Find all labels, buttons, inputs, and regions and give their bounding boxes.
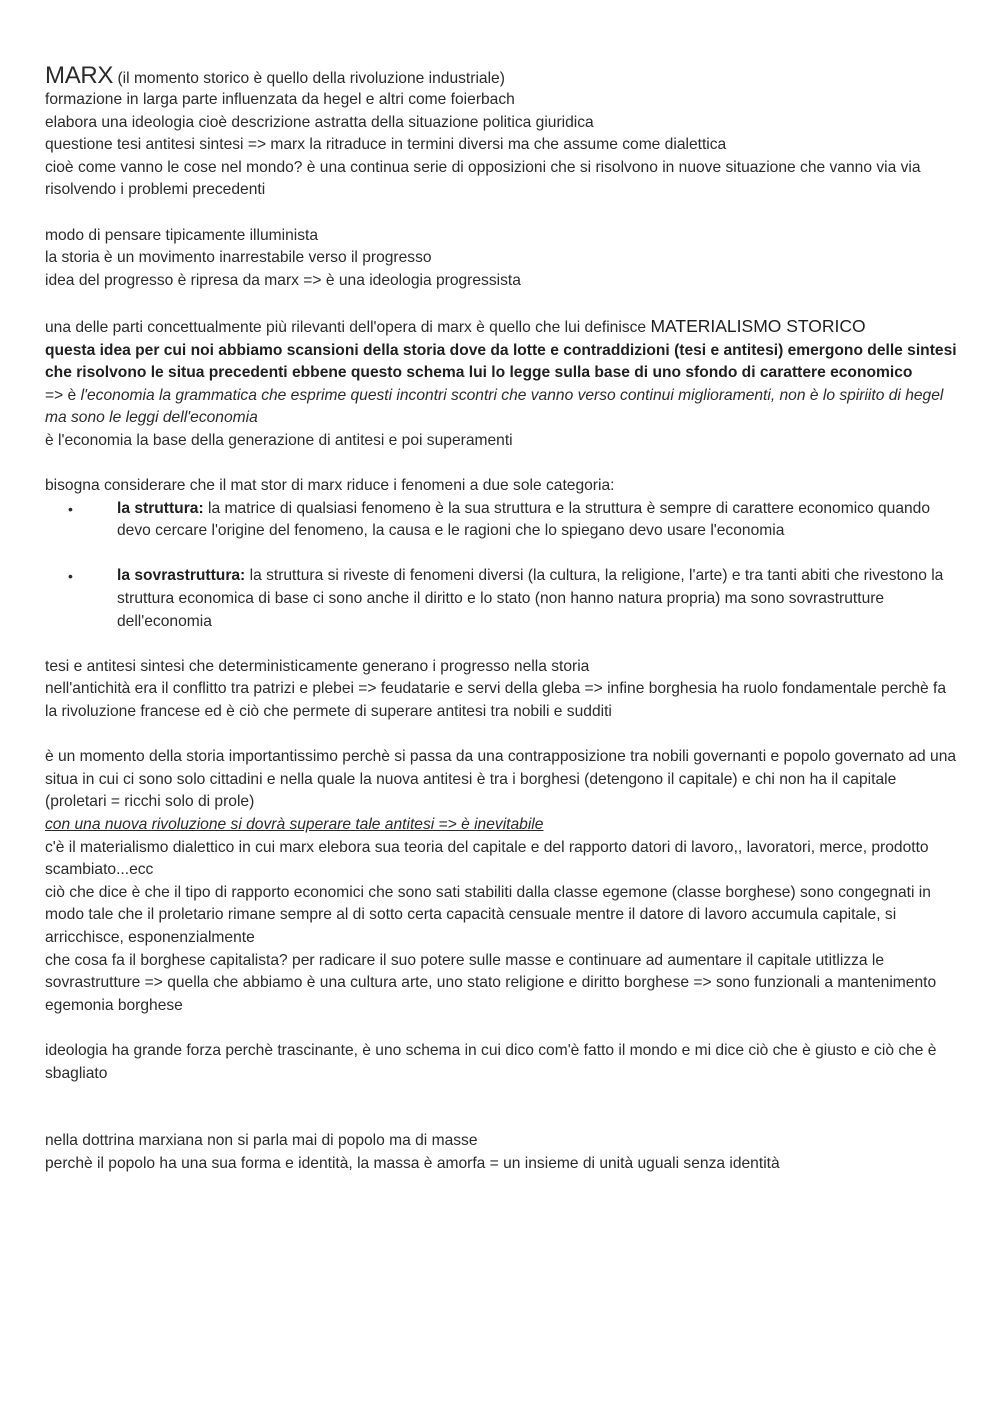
spacer bbox=[45, 202, 957, 225]
spacer bbox=[45, 633, 957, 656]
paragraph-line: che cosa fa il borghese capitalista? per radicare il suo potere sulle masse e continuare ad aumentare il capitale utitlizza le sovrastrutture => quella che abbiamo è una cultura arte, uno stato religione e diritto borghese => sono funzionali a mantenimento egemonia borghese bbox=[45, 951, 937, 1014]
materialism-heading: MATERIALISMO STORICO bbox=[650, 315, 866, 336]
arrow-prefix: => è bbox=[45, 386, 81, 404]
paragraph-line: questione tesi antitesi sintesi => marx la ritraduce in termini diversi ma che assume come dialettica bbox=[45, 136, 727, 154]
paragraph-line: cioè come vanno le cose nel mondo? è una continua serie di opposizioni che si risolvono in nuove situazione che vanno via via risolvendo i problemi precedenti bbox=[45, 158, 921, 199]
spacer bbox=[45, 543, 957, 566]
underlined-italic-line: con una nuova rivoluzione si dovrà superare tale antitesi => è inevitabile bbox=[45, 816, 544, 833]
paragraph-line: nella dottrina marxiana non si parla mai di popolo ma di masse bbox=[45, 1132, 478, 1150]
paragraph-line: formazione in larga parte influenzata da hegel e altri come foierbach bbox=[45, 91, 515, 108]
spacer bbox=[45, 453, 957, 476]
paragraph-line: modo di pensare tipicamente illuminista bbox=[45, 226, 319, 244]
paragraph-line: idea del progresso è ripresa da marx => è una ideologia progressista bbox=[45, 271, 521, 289]
document-body bbox=[45, 62, 957, 1176]
bullet-text: la struttura si riveste di fenomeni diversi (la cultura, la religione, l'arte) e tra tanti abiti che rivestono la struttura economica di base ci sono anche il diritto e lo stato (non hanno natura propria) ma sono sovrastrutture dell'economia bbox=[117, 567, 944, 630]
materialism-bold-text: questa idea per cui noi abbiamo scansioni della storia dove da lotte e contraddizioni (tesi e antitesi) emergono delle sintesi che risolvono le situa precedenti ebbene questo schema lui lo legge sulla base di uno sfondo di carattere economico bbox=[45, 341, 957, 382]
economy-italic-text: l'economia la grammatica che esprime questi incontri scontri che vanno verso continui miglioramenti, non è lo spiriito di hegel ma sono le leggi dell'economia bbox=[45, 386, 944, 427]
paragraph-line: c'è il materialismo dialettico in cui marx elebora sua teoria del capitale e del rapporto datori di lavoro,, lavoratori, merce, prodotto scambiato...ecc bbox=[45, 838, 929, 879]
categories-intro: bisogna considerare che il mat stor di marx riduce i fenomeni a due sole categoria: bbox=[45, 477, 615, 495]
spacer bbox=[45, 1108, 957, 1131]
spacer bbox=[45, 1017, 957, 1040]
list-item-struttura bbox=[45, 498, 957, 543]
paragraph-line: ideologia ha grande forza perchè trascinante, è uno schema in cui dico com'è fatto il mondo e mi dice ciò che è giusto e ciò che è sbagliato bbox=[45, 1041, 937, 1082]
paragraph-line: la storia è un movimento inarrestabile verso il progresso bbox=[45, 249, 432, 267]
paragraph-line: è l'economia la base della generazione di antitesi e poi superamenti bbox=[45, 431, 513, 449]
page-subtitle: (il momento storico è quello della rivoluzione industriale) bbox=[117, 70, 505, 87]
bullet-term: la sovrastruttura: bbox=[117, 567, 246, 585]
economy-italic-line bbox=[45, 385, 957, 430]
bullet-icon: • bbox=[68, 568, 73, 585]
paragraph-line: nell'antichità era il conflitto tra patrizi e plebei => feudatarie e servi della gleba => infine borghesia ha ruolo fondamentale perchè fa la rivoluzione francese ed è ciò che permete di superare antitesi tra nobili e sudditi bbox=[45, 680, 947, 721]
page-title: MARX bbox=[45, 62, 114, 89]
spacer bbox=[45, 292, 957, 315]
spacer bbox=[45, 724, 957, 747]
materialism-intro-text: una delle parti concettualmente più rilevanti dell'opera di marx è quello che lui definisce bbox=[45, 318, 651, 336]
list-item-sovrastruttura bbox=[45, 565, 957, 633]
bullet-icon: • bbox=[68, 500, 73, 517]
paragraph-line: perchè il popolo ha una sua forma e identità, la massa è amorfa = un insieme di unità uguali senza identità bbox=[45, 1154, 780, 1172]
paragraph-line: elabora una ideologia cioè descrizione astratta della situazione politica giuridica bbox=[45, 113, 594, 131]
paragraph-line: ciò che dice è che il tipo di rapporto economici che sono sati stabiliti dalla classe egemone (classe borghese) sono congegnati in modo tale che il proletario rimane sempre al di sotto certa capacità censuale mentre il datore di lavoro accumula capitale, si arricchisce, esponenzialmente bbox=[45, 883, 931, 946]
categories-list bbox=[45, 498, 957, 634]
materialism-intro bbox=[45, 315, 957, 340]
paragraph-line: tesi e antitesi sintesi che deterministicamente generano i progresso nella storia bbox=[45, 657, 590, 675]
bullet-term: la struttura: bbox=[117, 499, 204, 517]
bullet-text: la matrice di qualsiasi fenomeno è la sua struttura e la struttura è sempre di carattere economico quando devo cercare l'origine del fenomeno, la causa e le ragioni che lo spiegano devo usare l'economia bbox=[117, 499, 931, 540]
paragraph-line: è un momento della storia importantissimo perchè si passa da una contrapposizione tra nobili governanti e popolo governato ad una situa in cui ci sono solo cittadini e nella quale la nuova antitesi è tra i borghesi (detengono il capitale) e chi non ha il capitale (proletari = ricchi solo di prole) bbox=[45, 748, 957, 811]
spacer bbox=[45, 1085, 957, 1108]
